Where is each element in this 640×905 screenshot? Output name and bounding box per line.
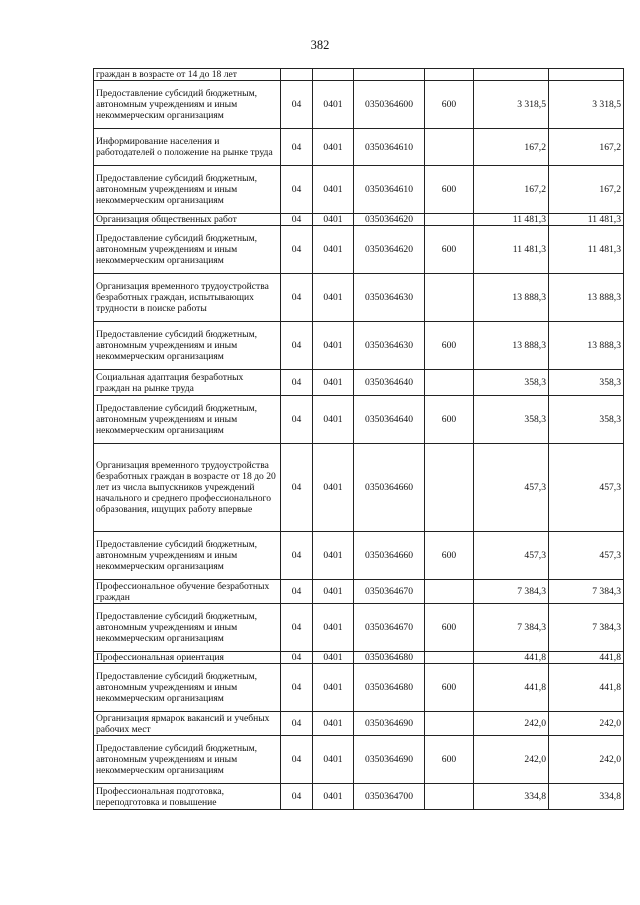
cell-name: Информирование населения и работодателей о положение на рынке труда <box>94 129 281 166</box>
cell-expense-type <box>425 444 474 532</box>
cell-section: 04 <box>281 396 313 444</box>
cell-expense-type <box>425 580 474 604</box>
cell-name: Профессиональное обучение безработных граждан <box>94 580 281 604</box>
cell-name: Предоставление субсидий бюджетным, автономным учреждениям и иным некоммерческим организациям <box>94 604 281 652</box>
cell-amount-1 <box>474 69 549 81</box>
table-row <box>94 69 624 81</box>
cell-amount-2: 457,3 <box>549 532 624 580</box>
cell-target-article: 0350364640 <box>354 396 425 444</box>
cell-amount-2: 441,8 <box>549 664 624 712</box>
table-row <box>94 370 624 396</box>
cell-amount-1: 3 318,5 <box>474 81 549 129</box>
cell-expense-type: 600 <box>425 532 474 580</box>
cell-expense-type: 600 <box>425 226 474 274</box>
cell-target-article: 0350364610 <box>354 166 425 214</box>
cell-section: 04 <box>281 322 313 370</box>
cell-name: Организация временного трудоустройства безработных граждан в возрасте от 18 до 20 лет из числа выпускников учреждений начального и среднего профессионального образования, ищущих работу впервые <box>94 444 281 532</box>
cell-subsection: 0401 <box>313 652 354 664</box>
cell-name: Предоставление субсидий бюджетным, автономным учреждениям и иным некоммерческим организациям <box>94 664 281 712</box>
cell-target-article: 0350364660 <box>354 444 425 532</box>
cell-amount-2 <box>549 69 624 81</box>
cell-expense-type <box>425 652 474 664</box>
cell-expense-type <box>425 69 474 81</box>
cell-name: Профессиональная подготовка, переподготовка и повышение <box>94 784 281 810</box>
cell-target-article <box>354 69 425 81</box>
table-row <box>94 784 624 810</box>
cell-amount-1: 7 384,3 <box>474 604 549 652</box>
cell-target-article: 0350364630 <box>354 322 425 370</box>
cell-target-article: 0350364600 <box>354 81 425 129</box>
cell-amount-2: 11 481,3 <box>549 226 624 274</box>
cell-subsection: 0401 <box>313 214 354 226</box>
cell-section <box>281 69 313 81</box>
cell-amount-2: 7 384,3 <box>549 604 624 652</box>
cell-name: Организация ярмарок вакансий и учебных рабочих мест <box>94 712 281 736</box>
cell-target-article: 0350364690 <box>354 712 425 736</box>
cell-target-article: 0350364620 <box>354 214 425 226</box>
cell-subsection: 0401 <box>313 444 354 532</box>
cell-expense-type: 600 <box>425 396 474 444</box>
cell-expense-type: 600 <box>425 81 474 129</box>
cell-amount-1: 457,3 <box>474 532 549 580</box>
cell-target-article: 0350364680 <box>354 652 425 664</box>
cell-amount-1: 13 888,3 <box>474 322 549 370</box>
cell-subsection: 0401 <box>313 664 354 712</box>
table-row <box>94 81 624 129</box>
cell-expense-type <box>425 370 474 396</box>
cell-section: 04 <box>281 129 313 166</box>
cell-expense-type <box>425 214 474 226</box>
cell-subsection: 0401 <box>313 370 354 396</box>
cell-expense-type: 600 <box>425 604 474 652</box>
cell-expense-type <box>425 784 474 810</box>
table-row <box>94 652 624 664</box>
cell-target-article: 0350364660 <box>354 532 425 580</box>
cell-amount-2: 441,8 <box>549 652 624 664</box>
cell-amount-1: 167,2 <box>474 129 549 166</box>
table-row <box>94 604 624 652</box>
cell-target-article: 0350364700 <box>354 784 425 810</box>
cell-name: Предоставление субсидий бюджетным, автономным учреждениям и иным некоммерческим организациям <box>94 81 281 129</box>
cell-name: Предоставление субсидий бюджетным, автономным учреждениям и иным некоммерческим организациям <box>94 166 281 214</box>
cell-amount-2: 242,0 <box>549 736 624 784</box>
cell-name: Организация временного трудоустройства безработных граждан, испытывающих трудности в поиске работы <box>94 274 281 322</box>
cell-amount-1: 13 888,3 <box>474 274 549 322</box>
cell-name: граждан в возрасте от 14 до 18 лет <box>94 69 281 81</box>
cell-amount-2: 167,2 <box>549 166 624 214</box>
cell-name: Предоставление субсидий бюджетным, автономным учреждениям и иным некоммерческим организациям <box>94 396 281 444</box>
cell-amount-2: 13 888,3 <box>549 322 624 370</box>
cell-subsection: 0401 <box>313 784 354 810</box>
cell-section: 04 <box>281 652 313 664</box>
cell-section: 04 <box>281 226 313 274</box>
cell-amount-2: 358,3 <box>549 370 624 396</box>
cell-section: 04 <box>281 274 313 322</box>
cell-amount-2: 457,3 <box>549 444 624 532</box>
cell-target-article: 0350364680 <box>354 664 425 712</box>
table-row <box>94 580 624 604</box>
table-row <box>94 664 624 712</box>
cell-amount-2: 334,8 <box>549 784 624 810</box>
cell-section: 04 <box>281 532 313 580</box>
cell-amount-1: 11 481,3 <box>474 226 549 274</box>
cell-amount-1: 358,3 <box>474 370 549 396</box>
cell-amount-1: 334,8 <box>474 784 549 810</box>
cell-amount-2: 7 384,3 <box>549 580 624 604</box>
cell-amount-1: 242,0 <box>474 736 549 784</box>
cell-name: Социальная адаптация безработных граждан на рынке труда <box>94 370 281 396</box>
cell-expense-type <box>425 129 474 166</box>
cell-subsection: 0401 <box>313 712 354 736</box>
table-row <box>94 129 624 166</box>
cell-section: 04 <box>281 166 313 214</box>
table-row <box>94 712 624 736</box>
cell-section: 04 <box>281 712 313 736</box>
cell-subsection: 0401 <box>313 396 354 444</box>
cell-expense-type: 600 <box>425 322 474 370</box>
cell-subsection <box>313 69 354 81</box>
cell-target-article: 0350364630 <box>354 274 425 322</box>
cell-amount-2: 11 481,3 <box>549 214 624 226</box>
cell-expense-type <box>425 274 474 322</box>
cell-expense-type: 600 <box>425 664 474 712</box>
cell-section: 04 <box>281 444 313 532</box>
cell-amount-2: 358,3 <box>549 396 624 444</box>
cell-subsection: 0401 <box>313 274 354 322</box>
cell-amount-1: 441,8 <box>474 664 549 712</box>
cell-target-article: 0350364670 <box>354 604 425 652</box>
cell-amount-2: 3 318,5 <box>549 81 624 129</box>
cell-amount-1: 11 481,3 <box>474 214 549 226</box>
cell-subsection: 0401 <box>313 532 354 580</box>
table-row <box>94 274 624 322</box>
cell-subsection: 0401 <box>313 81 354 129</box>
cell-amount-2: 13 888,3 <box>549 274 624 322</box>
cell-amount-1: 242,0 <box>474 712 549 736</box>
table-row <box>94 736 624 784</box>
cell-target-article: 0350364690 <box>354 736 425 784</box>
cell-amount-2: 242,0 <box>549 712 624 736</box>
cell-section: 04 <box>281 214 313 226</box>
table-row <box>94 322 624 370</box>
cell-subsection: 0401 <box>313 736 354 784</box>
cell-name: Предоставление субсидий бюджетным, автономным учреждениям и иным некоммерческим организациям <box>94 322 281 370</box>
cell-target-article: 0350364610 <box>354 129 425 166</box>
cell-amount-1: 7 384,3 <box>474 580 549 604</box>
cell-amount-1: 167,2 <box>474 166 549 214</box>
cell-subsection: 0401 <box>313 129 354 166</box>
cell-expense-type: 600 <box>425 736 474 784</box>
cell-name: Предоставление субсидий бюджетным, автономным учреждениям и иным некоммерческим организациям <box>94 226 281 274</box>
cell-section: 04 <box>281 580 313 604</box>
table-row <box>94 532 624 580</box>
cell-name: Профессиональная ориентация <box>94 652 281 664</box>
cell-amount-1: 441,8 <box>474 652 549 664</box>
cell-subsection: 0401 <box>313 580 354 604</box>
cell-subsection: 0401 <box>313 226 354 274</box>
cell-name: Предоставление субсидий бюджетным, автономным учреждениям и иным некоммерческим организациям <box>94 532 281 580</box>
cell-section: 04 <box>281 784 313 810</box>
cell-section: 04 <box>281 736 313 784</box>
table-row <box>94 214 624 226</box>
table-row <box>94 166 624 214</box>
cell-name: Предоставление субсидий бюджетным, автономным учреждениям и иным некоммерческим организациям <box>94 736 281 784</box>
cell-amount-1: 358,3 <box>474 396 549 444</box>
table-row <box>94 226 624 274</box>
cell-amount-2: 167,2 <box>549 129 624 166</box>
cell-subsection: 0401 <box>313 604 354 652</box>
table-body <box>94 69 624 810</box>
cell-section: 04 <box>281 81 313 129</box>
table-row <box>94 444 624 532</box>
cell-target-article: 0350364640 <box>354 370 425 396</box>
cell-expense-type: 600 <box>425 166 474 214</box>
cell-target-article: 0350364670 <box>354 580 425 604</box>
budget-table <box>93 68 624 810</box>
cell-target-article: 0350364620 <box>354 226 425 274</box>
cell-section: 04 <box>281 664 313 712</box>
cell-subsection: 0401 <box>313 322 354 370</box>
cell-expense-type <box>425 712 474 736</box>
cell-name: Организация общественных работ <box>94 214 281 226</box>
page-number: 382 <box>310 38 330 52</box>
cell-amount-1: 457,3 <box>474 444 549 532</box>
cell-section: 04 <box>281 370 313 396</box>
table-row <box>94 396 624 444</box>
cell-section: 04 <box>281 604 313 652</box>
cell-subsection: 0401 <box>313 166 354 214</box>
